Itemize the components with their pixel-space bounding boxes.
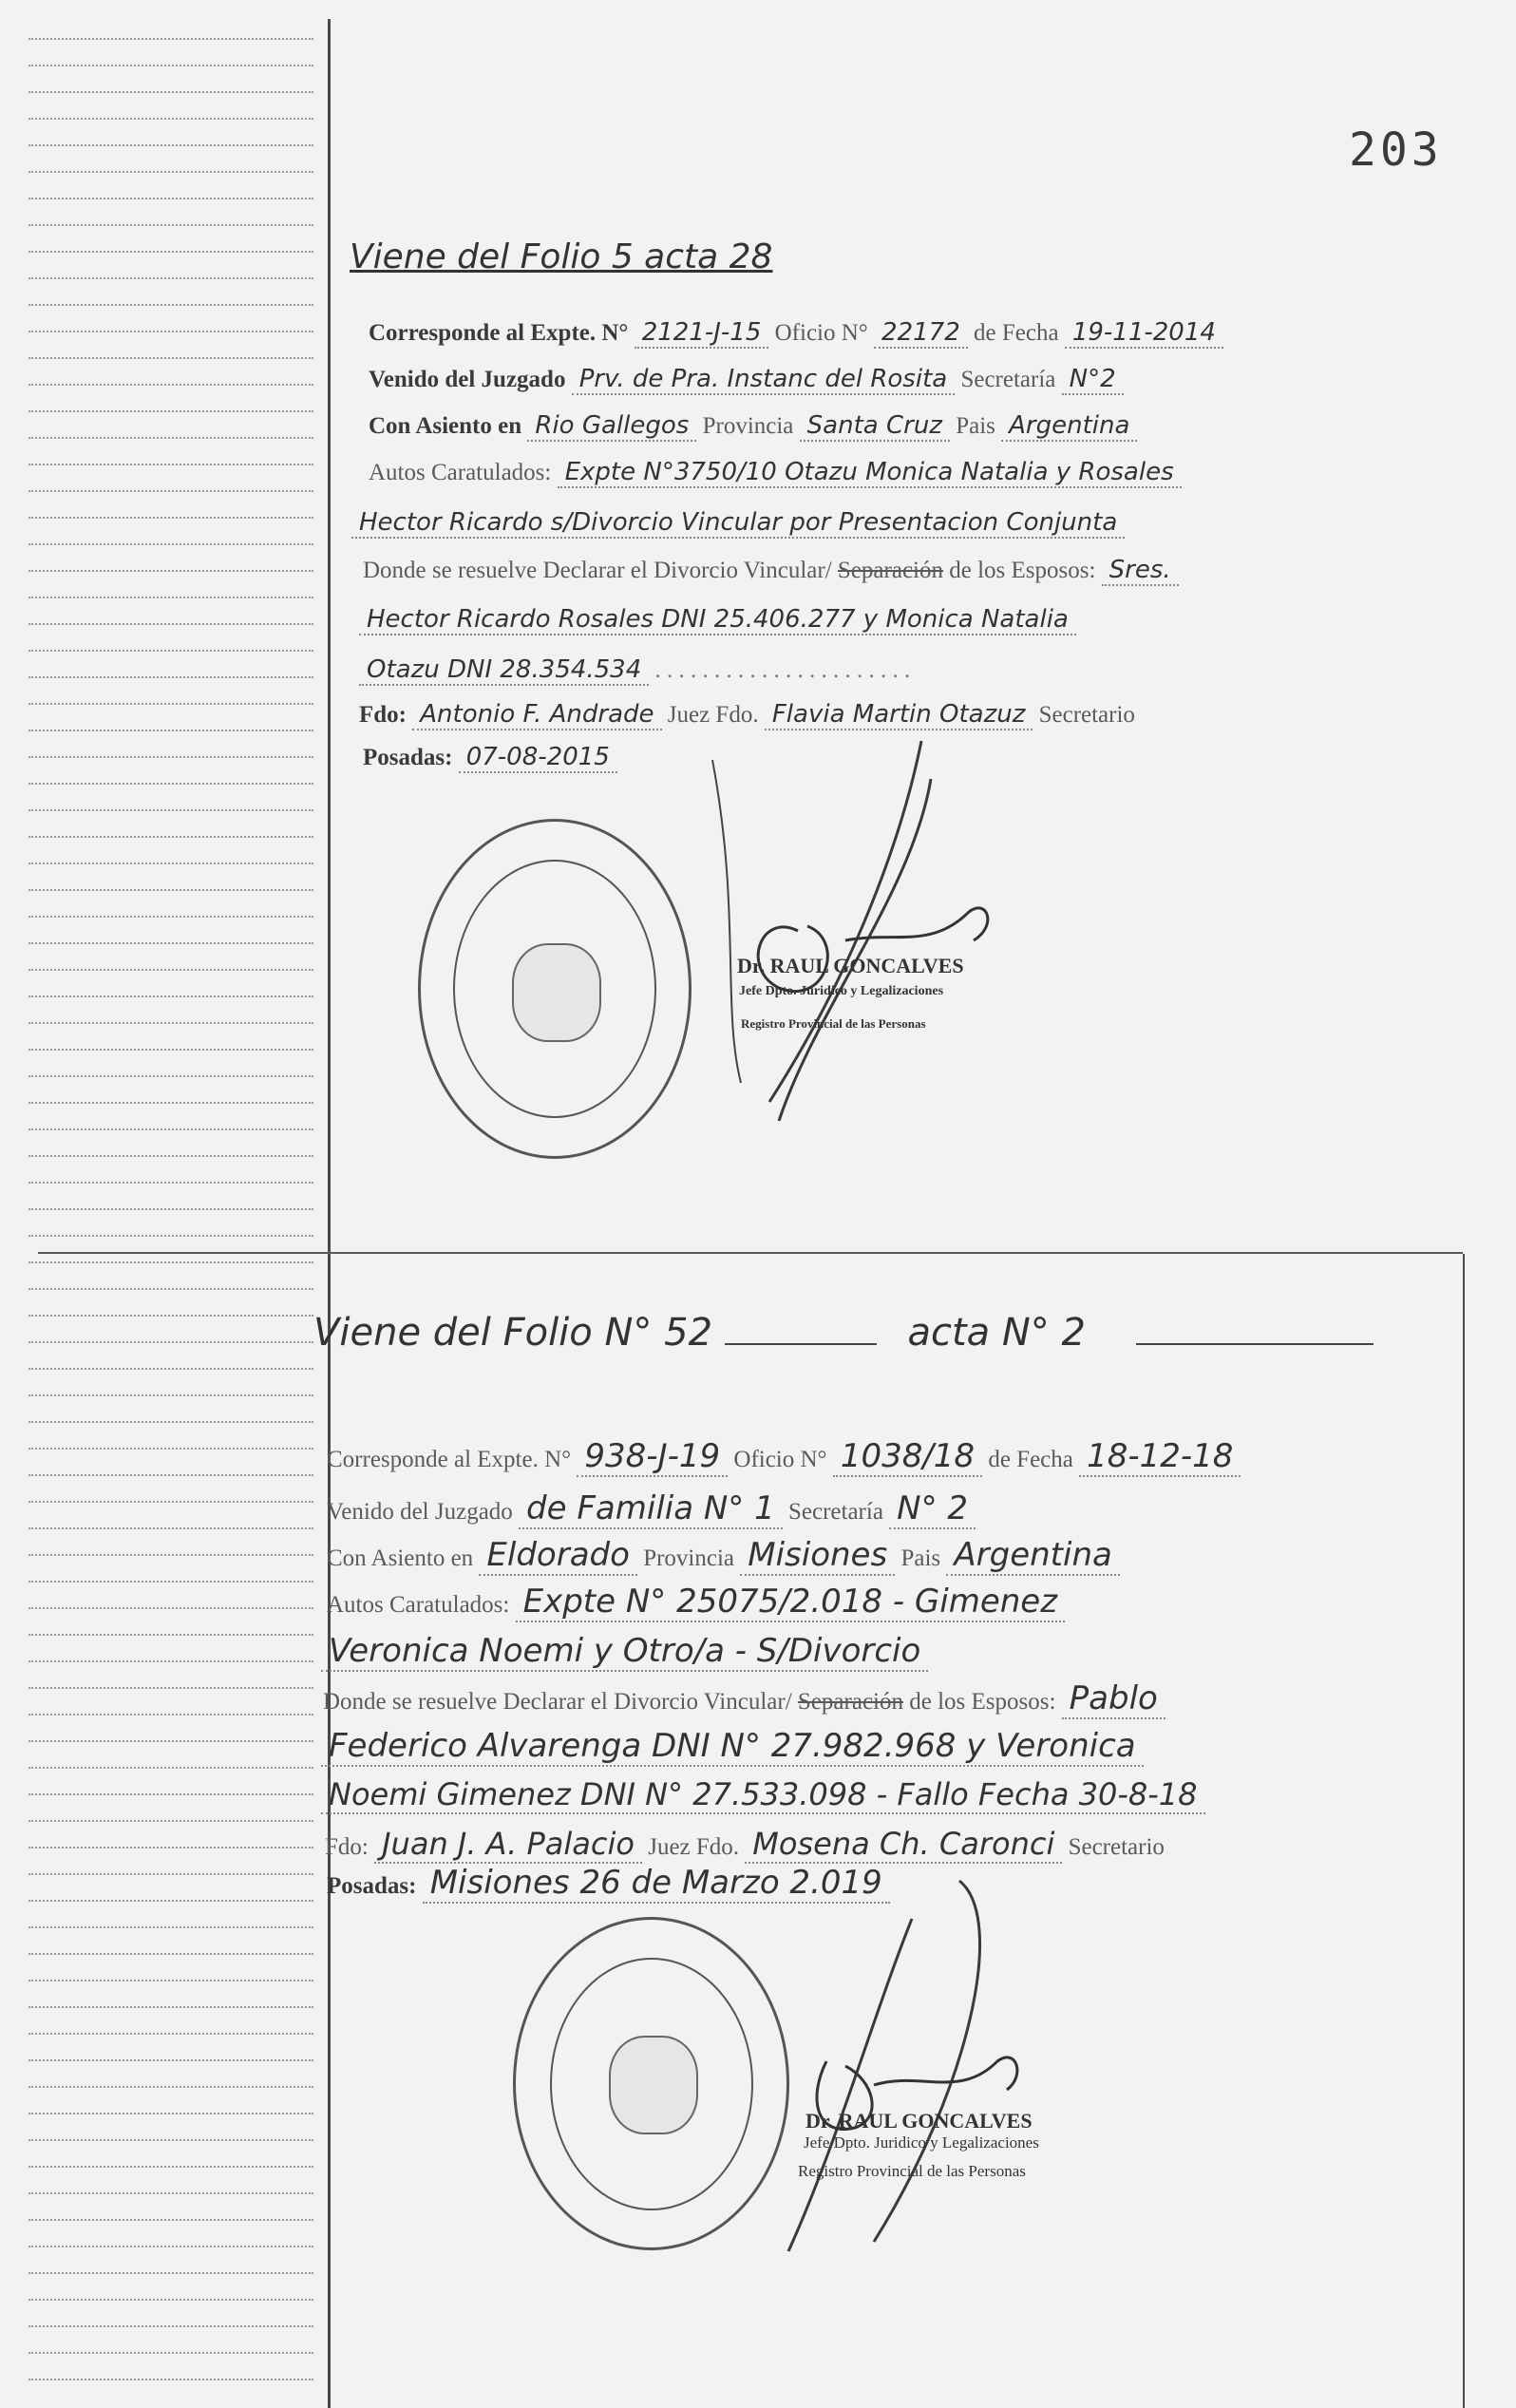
entry2-oficio-value: 1038/18	[833, 1437, 982, 1477]
entry1-juez-value: Flavia Martin Otazuz	[765, 700, 1033, 730]
margin-rule-line	[28, 730, 313, 731]
margin-rule-line	[28, 1474, 313, 1476]
entry2-separacion-struck: Separación	[797, 1689, 903, 1715]
entry2-asiento-label: Con Asiento en	[327, 1545, 474, 1571]
entry2-juzgado-label: Venido del Juzgado	[327, 1499, 513, 1525]
margin-rule-line	[28, 650, 313, 652]
margin-rule-line	[28, 1793, 313, 1795]
margin-rule-line	[28, 410, 313, 412]
entry1-provincia-value: Santa Cruz	[800, 411, 950, 442]
entry1-header	[350, 237, 772, 276]
margin-rule-line	[28, 756, 313, 758]
margin-rule-line	[28, 251, 313, 253]
entry1-asiento-line	[369, 411, 1137, 440]
entry1-autos-line-2	[351, 508, 1125, 537]
entry2-fdo-value: Juan J. A. Palacio	[374, 1826, 642, 1864]
margin-rule-line	[28, 1527, 313, 1529]
entry2-autos-line	[327, 1583, 1065, 1621]
entry2-expediente-label: Corresponde al Expte. N°	[327, 1447, 572, 1472]
margin-rule-line	[28, 277, 313, 279]
entry2-autos-line-2	[321, 1632, 928, 1670]
margin-rule-line	[28, 198, 313, 199]
margin-rule-line	[28, 1182, 313, 1184]
entry1-signer-title: Dr. RAUL GONCALVES	[737, 954, 964, 977]
margin-rule-line	[28, 1501, 313, 1503]
margin-rule-line	[28, 1714, 313, 1716]
margin-rule-line	[28, 1208, 313, 1210]
entry2-expediente-line	[327, 1437, 1241, 1475]
margin-rule-line	[28, 2113, 313, 2114]
margin-rule-line	[28, 1980, 313, 1981]
entry2-juez-value: Mosena Ch. Caronci	[745, 1826, 1062, 1864]
entry1-asiento-value: Rio Gallegos	[527, 411, 696, 442]
margin-rule-line	[28, 357, 313, 359]
margin-rule-line	[28, 1926, 313, 1928]
margin-rule-line	[28, 1368, 313, 1370]
page-number: 203	[1349, 123, 1443, 177]
entry2-asiento-value: Eldorado	[479, 1536, 637, 1576]
margin-rule-line	[28, 384, 313, 386]
entry2-fdo-line	[325, 1826, 1165, 1862]
margin-rule-line	[28, 836, 313, 838]
entry2-secretaria-value: N° 2	[889, 1489, 976, 1529]
entry1-juzgado-line	[369, 365, 1124, 393]
entry2-signer-title: Dr. RAUL GONCALVES	[805, 2109, 1033, 2133]
entry2-esposos-value-2: Noemi Gimenez DNI N° 27.533.098 - Fallo Fecha 30-8-18	[321, 1776, 1205, 1814]
entry2-juez-label: Juez Fdo.	[648, 1834, 740, 1860]
margin-rule-line	[28, 2299, 313, 2301]
entry1-fdo-value: Antonio F. Andrade	[412, 700, 661, 730]
entry2-autos-value-2: Veronica Noemi y Otro/a - S/Divorcio	[321, 1632, 928, 1672]
margin-rule-line	[28, 1820, 313, 1822]
margin-rule-line	[28, 2246, 313, 2247]
margin-rule-line	[28, 2033, 313, 2035]
margin-rule-line	[28, 543, 313, 545]
margin-rule-line	[28, 916, 313, 918]
margin-rule-line	[28, 1235, 313, 1237]
margin-rule-line	[28, 2219, 313, 2221]
margin-rule-line	[28, 1847, 313, 1849]
entry1-esposos-value-2: Otazu DNI 28.354.534	[359, 655, 649, 686]
margin-rule-line	[28, 1128, 313, 1130]
entry1-donde-line	[363, 556, 1179, 584]
entry1-esposos-value-1: Hector Ricardo Rosales DNI 25.406.277 y Monica Natalia	[359, 605, 1076, 635]
entry2-signer-line1: Jefe Dpto. Juridico y Legalizaciones	[804, 2133, 1039, 2152]
margin-rule-line	[28, 2192, 313, 2194]
entry2-esposos-line-1	[321, 1727, 1144, 1765]
entry1-esposos-label: de los Esposos:	[949, 558, 1096, 583]
entry2-asiento-line	[327, 1536, 1120, 1574]
entry2-provincia-value: Misiones	[740, 1536, 895, 1576]
margin-rule-line	[28, 2325, 313, 2327]
entry1-signer-line1: Jefe Dpto. Juridico y Legalizaciones	[739, 984, 944, 998]
entry2-fecha-value: 18-12-18	[1079, 1437, 1241, 1477]
entry2-secretaria-label: Secretaría	[787, 1499, 883, 1525]
entry2-header-text: Viene del Folio N° 52	[313, 1311, 713, 1355]
entry1-posadas-line	[363, 743, 617, 771]
entry1-oficio-label: Oficio N°	[774, 320, 868, 346]
margin-rule-line	[28, 1049, 313, 1051]
margin-rule-line	[28, 171, 313, 173]
entry1-fecha-value: 19-11-2014	[1065, 318, 1223, 349]
margin-rule-line	[28, 1394, 313, 1396]
margin-rule-line	[28, 1581, 313, 1583]
entry2-autos-value-1: Expte N° 25075/2.018 - Gimenez	[516, 1583, 1065, 1622]
entry2-juzgado-value: de Familia N° 1	[519, 1489, 783, 1529]
entry2-provincia-label: Provincia	[643, 1545, 735, 1571]
entry1-donde-label: Donde se resuelve Declarar el Divorcio Vincular/	[363, 558, 832, 583]
entry2-autos-label: Autos Caratulados:	[327, 1592, 510, 1618]
entry1-fecha-label: de Fecha	[974, 320, 1059, 346]
entry2-expediente-value: 938-J-19	[577, 1437, 728, 1477]
entry1-juzgado-value: Prv. de Pra. Instanc del Rosita	[572, 365, 955, 395]
entry2-pais-value: Argentina	[946, 1536, 1119, 1576]
entry2-pais-label: Pais	[900, 1545, 941, 1571]
entry2-posadas-value: Misiones 26 de Marzo 2.019	[423, 1864, 890, 1904]
margin-rule-line	[28, 1261, 313, 1263]
margin-rule-line	[28, 1075, 313, 1077]
entry2-secretario-label: Secretario	[1068, 1834, 1165, 1860]
margin-rule-line	[28, 490, 313, 492]
margin-rule-line	[28, 863, 313, 864]
margin-rule-line	[28, 1634, 313, 1636]
margin-rule-line	[28, 1873, 313, 1875]
margin-rule-line	[28, 1687, 313, 1689]
margin-rule-line	[28, 118, 313, 120]
entry2-esposos-label: de los Esposos:	[909, 1689, 1056, 1715]
entry2-esposos-value-0: Pablo	[1062, 1679, 1165, 1719]
margin-rule-line	[28, 2006, 313, 2008]
margin-rule-line	[28, 2352, 313, 2354]
entry2-stamp-seal-emblem	[609, 2036, 698, 2134]
entry1-handwritten-signature	[684, 722, 1026, 1121]
entry1-autos-value-2: Hector Ricardo s/Divorcio Vincular por Presentacion Conjunta	[351, 508, 1125, 539]
margin-rule-line	[28, 995, 313, 997]
margin-rule-line	[28, 1448, 313, 1450]
entry1-expediente-line	[369, 318, 1223, 347]
entry2-esposos-line-2	[321, 1776, 1205, 1812]
entry1-official-stamp	[418, 819, 692, 1159]
entry2-juzgado-line	[327, 1489, 976, 1527]
entry1-header-text: Viene del Folio 5 acta 28	[350, 237, 773, 276]
margin-rule-line	[28, 570, 313, 572]
margin-rule-line	[28, 464, 313, 465]
margin-rule-line	[28, 809, 313, 811]
entry-separator-line	[38, 1252, 1463, 1254]
entry1-separacion-struck: Separación	[837, 558, 943, 583]
margin-rule-line	[28, 2166, 313, 2168]
margin-rule-line	[28, 1900, 313, 1902]
entry1-posadas-label: Posadas:	[363, 745, 453, 770]
entry2-esposos-value-1: Federico Alvarenga DNI N° 27.982.968 y Veronica	[321, 1727, 1144, 1767]
margin-rule-line	[28, 676, 313, 678]
margin-rule-line	[28, 597, 313, 598]
entry1-expediente-label: Corresponde al Expte. N°	[369, 320, 629, 346]
margin-rule-line	[28, 437, 313, 439]
margin-rule-line	[28, 942, 313, 944]
margin-rule-line	[28, 1155, 313, 1157]
entry1-esposos-line-1	[359, 605, 1076, 634]
entry2-oficio-label: Oficio N°	[733, 1447, 827, 1472]
entry1-juzgado-label: Venido del Juzgado	[369, 367, 566, 392]
margin-rule-line	[28, 623, 313, 625]
entry1-stamp-seal-emblem	[512, 943, 601, 1042]
margin-rule-line	[28, 783, 313, 785]
entry1-autos-label: Autos Caratulados:	[369, 460, 552, 485]
entry1-dots: . . . . . . . . . . . . . . . . . . . . . .	[654, 657, 911, 683]
margin-rule-line	[28, 1660, 313, 1662]
entry1-autos-value-1: Expte N°3750/10 Otazu Monica Natalia y Rosales	[558, 458, 1182, 488]
entry1-esposos-value-0: Sres.	[1102, 556, 1179, 586]
margin-rule-line	[28, 2272, 313, 2274]
margin-vertical-line	[328, 19, 331, 2408]
entry1-secretaria-label: Secretaría	[960, 367, 1056, 392]
margin-rule-line	[28, 2379, 313, 2380]
margin-rule-line	[28, 1554, 313, 1556]
margin-rule-line	[28, 2059, 313, 2061]
margin-rule-line	[28, 1740, 313, 1742]
entry1-fdo-label: Fdo:	[359, 702, 407, 728]
entry2-signer-line2: Registro Provincial de las Personas	[798, 2162, 1026, 2180]
entry2-fdo-label: Fdo:	[325, 1834, 369, 1860]
margin-rule-line	[28, 1607, 313, 1609]
entry1-oficio-value: 22172	[874, 318, 968, 349]
margin-rule-line	[28, 1953, 313, 1955]
margin-rule-line	[28, 2086, 313, 2088]
entry1-secretario-label: Secretario	[1038, 702, 1135, 728]
margin-rule-line	[28, 1288, 313, 1290]
entry2-donde-line	[323, 1679, 1165, 1717]
entry1-provincia-label: Provincia	[702, 413, 794, 439]
entry2-fecha-label: de Fecha	[988, 1447, 1073, 1472]
margin-rule-line	[28, 1022, 313, 1024]
margin-rule-line	[28, 703, 313, 705]
margin-rule-line	[28, 1102, 313, 1104]
entry1-pais-value: Argentina	[1001, 411, 1137, 442]
margin-rule-line	[28, 969, 313, 971]
entry1-signer-line2: Registro Provincial de las Personas	[741, 1016, 926, 1031]
margin-rule-line	[28, 1421, 313, 1423]
entry2-acta: acta N° 2	[907, 1311, 1086, 1355]
margin-rule-line	[28, 331, 313, 332]
entry2-donde-label: Donde se resuelve Declarar el Divorcio Vincular/	[323, 1689, 792, 1715]
entry1-juez-label: Juez Fdo.	[667, 702, 759, 728]
margin-rule-line	[28, 889, 313, 891]
margin-rule-line	[28, 91, 313, 93]
margin-rule-line	[28, 38, 313, 40]
entry1-asiento-label: Con Asiento en	[369, 413, 522, 439]
margin-rule-line	[28, 1341, 313, 1343]
entry2-handwritten-signature	[722, 1862, 1083, 2261]
entry1-expediente-value: 2121-J-15	[635, 318, 769, 349]
margin-rule-line	[28, 224, 313, 226]
margin-rule-line	[28, 1767, 313, 1769]
page-right-edge-line	[1463, 1254, 1465, 2408]
entry2-posadas-label: Posadas:	[327, 1873, 417, 1899]
margin-rule-line	[28, 65, 313, 66]
entry1-secretaria-value: N°2	[1062, 365, 1124, 395]
entry1-esposos-line-2	[359, 655, 910, 684]
entry1-posadas-value: 07-08-2015	[459, 743, 617, 773]
entry1-autos-line	[369, 458, 1182, 486]
entry2-header	[313, 1311, 1374, 1355]
margin-rule-line	[28, 144, 313, 146]
margin-rule-line	[28, 2139, 313, 2141]
entry1-pais-label: Pais	[956, 413, 995, 439]
margin-rule-line	[28, 1315, 313, 1317]
margin-rule-line	[28, 517, 313, 519]
margin-rule-line	[28, 304, 313, 306]
